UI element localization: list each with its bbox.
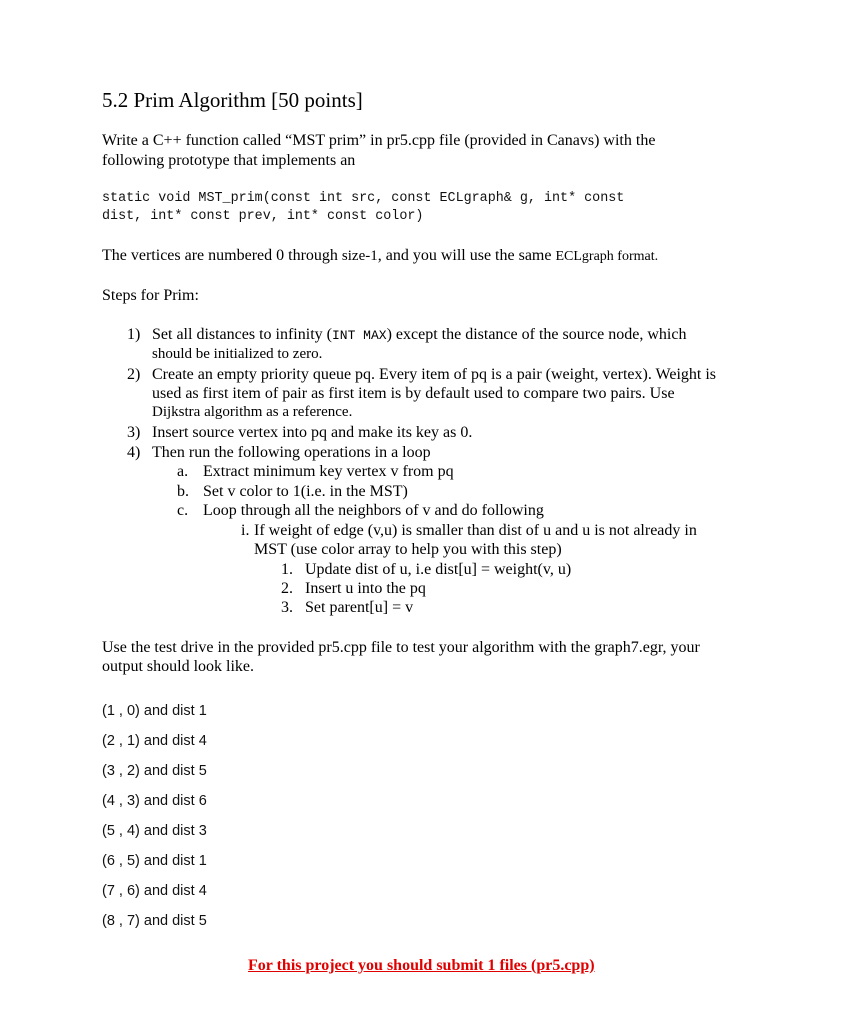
- output-line: (6 , 5) and dist 1: [102, 853, 207, 869]
- sub-2-text: Insert u into the pq: [305, 580, 426, 597]
- step-4b-number: b.: [177, 483, 189, 500]
- test-note-line-1: Use the test drive in the provided pr5.cpp file to test your algorithm with the graph7.egr, your: [102, 639, 700, 656]
- intro-line-2: following prototype that implements an: [102, 152, 356, 169]
- step-1-pre: Set all distances to infinity (: [152, 326, 332, 343]
- step-i-line-1: If weight of edge (v,u) is smaller than dist of u and u is not already in: [254, 522, 697, 539]
- vertices-note: [102, 246, 658, 266]
- step-1-number: 1): [127, 326, 141, 343]
- step-i-number: i.: [241, 522, 250, 539]
- output-line: (4 , 3) and dist 6: [102, 793, 207, 809]
- test-note-line-2: output should look like.: [102, 658, 254, 675]
- step-1-post: ) except the distance of the source node, which: [386, 326, 687, 343]
- submission-note: For this project you should submit 1 files (pr5.cpp): [248, 957, 595, 974]
- sub-1-text: Update dist of u, i.e dist[u] = weight(v, u): [305, 561, 572, 578]
- steps-heading: Steps for Prim:: [102, 287, 199, 304]
- step-4c-number: c.: [177, 502, 189, 519]
- output-line: (7 , 6) and dist 4: [102, 883, 207, 899]
- step-4c-text: Loop through all the neighbors of v and do following: [203, 502, 544, 519]
- step-2-line-2: used as first item of pair as first item is by default used to compare two pairs. Use: [152, 385, 675, 402]
- step-3-line-1: Insert source vertex into pq and make its key as 0.: [152, 424, 473, 441]
- intro-line-1: Write a C++ function called “MST prim” in pr5.cpp file (provided in Canavs) with the: [102, 132, 656, 149]
- step-4-line-1: Then run the following operations in a loop: [152, 444, 431, 461]
- prototype-line-2: dist, int* const prev, int* const color): [102, 209, 424, 224]
- vertices-note-format: ECLgraph format.: [555, 249, 659, 264]
- step-i-line-2: MST (use color array to help you with this step): [254, 541, 562, 558]
- step-3-number: 3): [127, 424, 141, 441]
- step-4b-text: Set v color to 1(i.e. in the MST): [203, 483, 408, 500]
- vertices-note-part-3: , and you will use the same: [377, 247, 556, 264]
- output-line: (5 , 4) and dist 3: [102, 823, 207, 839]
- vertices-note-part-1: The vertices are numbered 0 through: [102, 247, 342, 264]
- step-2-number: 2): [127, 366, 141, 383]
- step-4a-number: a.: [177, 463, 189, 480]
- sub-1-number: 1.: [281, 561, 293, 578]
- sub-2-number: 2.: [281, 580, 293, 597]
- step-1-line-2: should be initialized to zero.: [152, 346, 323, 362]
- step-4a-text: Extract minimum key vertex v from pq: [203, 463, 454, 480]
- output-line: (3 , 2) and dist 5: [102, 763, 207, 779]
- step-2-line-3: Dijkstra algorithm as a reference.: [152, 404, 353, 420]
- section-title: 5.2 Prim Algorithm [50 points]: [102, 88, 363, 112]
- output-line: (2 , 1) and dist 4: [102, 733, 207, 749]
- sub-3-number: 3.: [281, 599, 293, 616]
- output-line: (1 , 0) and dist 1: [102, 703, 207, 719]
- step-1-line-1: [152, 325, 686, 345]
- vertices-note-size: size-1: [341, 248, 378, 264]
- output-line: (8 , 7) and dist 5: [102, 913, 207, 929]
- step-2-line-1: Create an empty priority queue pq. Every item of pq is a pair (weight, vertex). Weight is: [152, 366, 717, 383]
- prototype-line-1: static void MST_prim(const int src, const ECLgraph& g, int* const: [102, 191, 625, 206]
- int-max-code: INT MAX: [331, 328, 387, 343]
- step-4-number: 4): [127, 444, 141, 461]
- sub-3-text: Set parent[u] = v: [305, 599, 414, 616]
